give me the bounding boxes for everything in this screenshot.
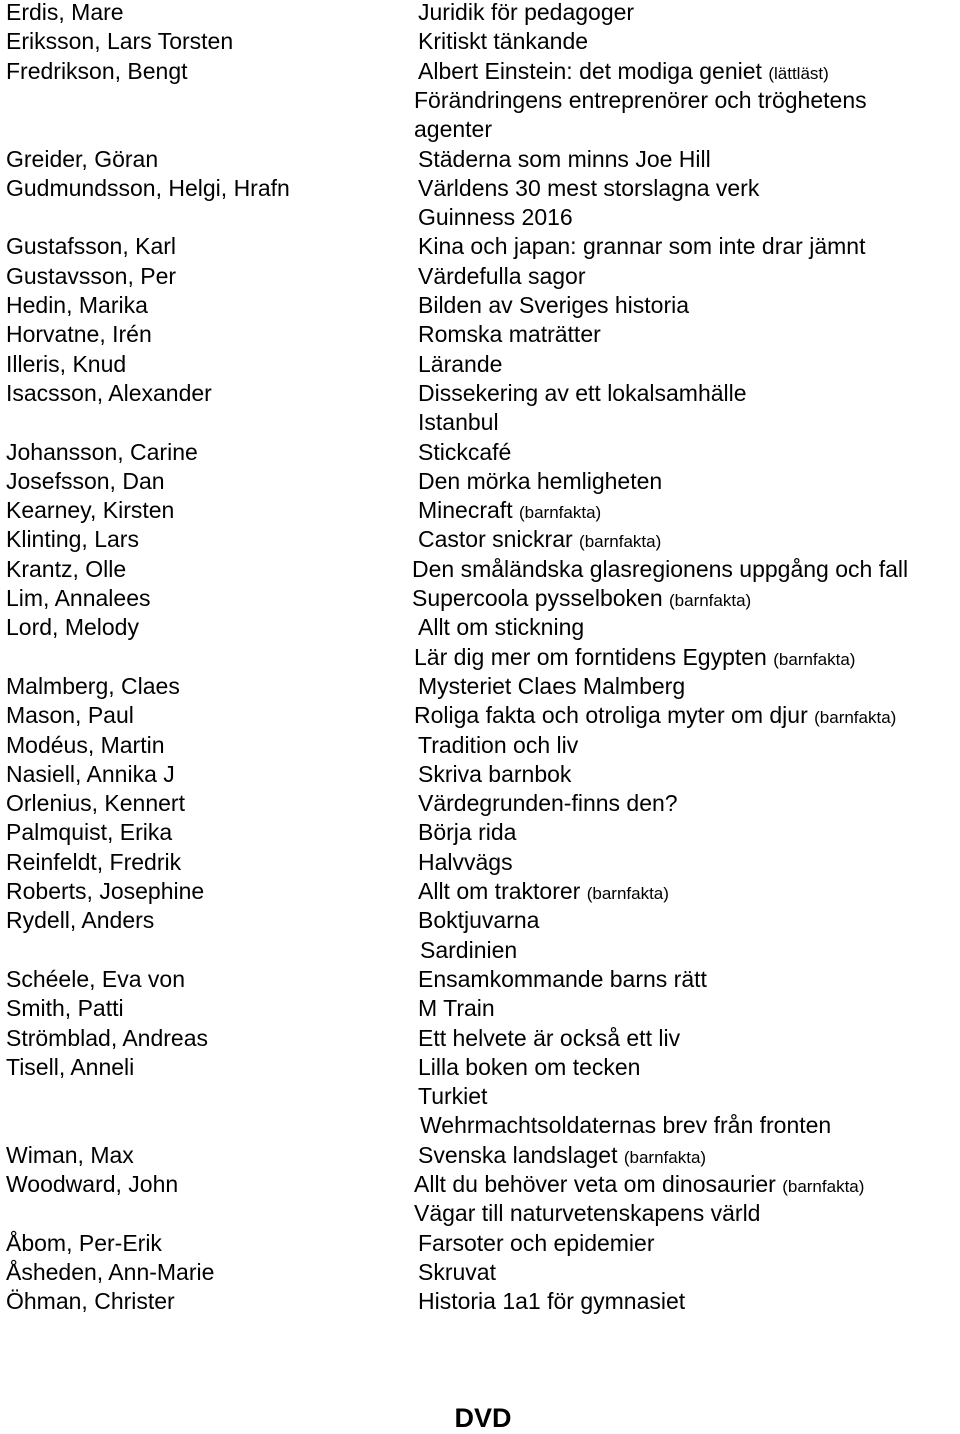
book-title: Skriva barnbok xyxy=(418,760,572,787)
list-item xyxy=(0,672,960,701)
list-item xyxy=(0,906,960,935)
book-title: agenter xyxy=(414,116,493,143)
author-name: Orlenius, Kennert xyxy=(6,790,185,817)
book-title: Istanbul xyxy=(418,409,499,436)
list-item xyxy=(0,291,960,320)
list-item xyxy=(0,1111,960,1140)
book-title-cell xyxy=(418,27,588,56)
book-title-cell xyxy=(418,438,511,467)
book-title-cell xyxy=(418,525,661,556)
list-item xyxy=(0,1053,960,1082)
book-title-cell xyxy=(418,1053,640,1082)
book-title: Wehrmachtsoldaternas brev från fronten xyxy=(420,1112,832,1139)
book-title-cell xyxy=(418,789,678,818)
list-item xyxy=(0,818,960,847)
book-title: Allt om traktorer xyxy=(418,878,581,904)
book-title-cell xyxy=(418,1024,680,1053)
book-title-cell xyxy=(418,731,578,760)
book-title: Kina och japan: grannar som inte drar jämnt xyxy=(418,233,866,260)
author-name: Mason, Paul xyxy=(6,702,134,729)
author-name: Smith, Patti xyxy=(6,995,124,1022)
book-title-cell xyxy=(418,1287,685,1316)
author-name: Nasiell, Annika J xyxy=(6,760,175,787)
book-title: Stickcafé xyxy=(418,438,512,465)
book-note: (barnfakta) xyxy=(518,503,602,523)
book-title: Lärande xyxy=(418,350,503,377)
list-item xyxy=(0,203,960,232)
book-title-cell xyxy=(418,262,586,291)
book-note: (barnfakta) xyxy=(586,884,669,903)
book-title-cell xyxy=(414,115,492,144)
list-item xyxy=(0,613,960,642)
book-note: (barnfakta) xyxy=(814,708,897,728)
author-name: Josefsson, Dan xyxy=(6,467,165,494)
book-title-cell xyxy=(414,86,867,115)
author-name: Schéele, Eva von xyxy=(6,965,186,992)
book-title: Den småländska glasregionens uppgång och fall xyxy=(412,555,909,582)
book-title: Lilla boken om tecken xyxy=(418,1053,641,1080)
book-title-cell xyxy=(420,936,517,965)
list-item xyxy=(0,438,960,467)
author-name: Öhman, Christer xyxy=(6,1288,175,1315)
list-item xyxy=(0,936,960,965)
author-name: Roberts, Josephine xyxy=(6,878,205,904)
list-item xyxy=(0,262,960,291)
book-title: Kritiskt tänkande xyxy=(418,28,589,55)
list-item xyxy=(0,408,960,437)
book-title: Minecraft xyxy=(418,497,513,524)
book-note: (barnfakta) xyxy=(579,532,662,552)
book-title-cell xyxy=(418,232,865,261)
book-title-cell xyxy=(418,57,829,88)
book-title-cell xyxy=(418,760,571,789)
book-title-cell xyxy=(418,672,685,701)
book-title: Svenska landslaget xyxy=(418,1141,618,1168)
book-title-cell xyxy=(418,877,669,908)
book-title-cell xyxy=(418,1082,487,1111)
list-item xyxy=(0,760,960,789)
book-title: Boktjuvarna xyxy=(418,907,540,934)
book-title-cell xyxy=(412,584,751,615)
book-title: Skruvat xyxy=(418,1258,496,1285)
section-heading-text: DVD xyxy=(454,1403,512,1433)
list-item xyxy=(0,350,960,379)
book-title-cell xyxy=(418,379,747,408)
book-title-cell xyxy=(418,408,499,437)
author-name: Tisell, Anneli xyxy=(6,1053,135,1080)
author-name: Gustafsson, Karl xyxy=(6,233,177,260)
book-title-cell xyxy=(418,350,502,379)
book-title: Farsoter och epidemier xyxy=(418,1229,655,1256)
book-title-cell xyxy=(420,1111,831,1140)
book-note: (barnfakta) xyxy=(669,591,752,610)
book-title-cell xyxy=(418,203,573,232)
book-title: M Train xyxy=(418,995,495,1022)
list-item xyxy=(0,555,960,584)
book-title-cell xyxy=(418,906,539,935)
book-title-cell xyxy=(418,848,513,877)
book-title: Ett helvete är också ett liv xyxy=(418,1024,681,1051)
book-title-cell xyxy=(418,291,689,320)
list-item xyxy=(0,0,960,27)
list-item xyxy=(0,701,960,730)
book-title-cell xyxy=(418,0,634,27)
book-title: Sardinien xyxy=(420,936,518,963)
book-title: Guinness 2016 xyxy=(418,204,573,231)
book-title: Historia 1a1 för gymnasiet xyxy=(418,1288,686,1315)
book-title-cell xyxy=(414,701,896,732)
author-name: Erdis, Mare xyxy=(6,0,124,25)
list-item xyxy=(0,1024,960,1053)
list-item xyxy=(0,877,960,906)
author-name: Eriksson, Lars Torsten xyxy=(6,28,234,55)
author-name: Lim, Annalees xyxy=(6,585,151,611)
book-title-cell xyxy=(418,496,601,527)
list-item xyxy=(0,1287,960,1316)
list-item xyxy=(0,848,960,877)
book-title: Vägar till naturvetenskapens värld xyxy=(414,1200,761,1227)
book-title: Allt om stickning xyxy=(418,614,585,641)
book-title: Förändringens entreprenörer och tröghetens xyxy=(414,86,867,113)
list-item xyxy=(0,1141,960,1170)
author-name: Reinfeldt, Fredrik xyxy=(6,848,182,875)
author-name: Åbom, Per-Erik xyxy=(6,1229,162,1256)
author-name: Hedin, Marika xyxy=(6,292,148,318)
book-title-cell xyxy=(418,1141,706,1172)
book-title: Börja rida xyxy=(418,819,517,846)
list-item xyxy=(0,174,960,203)
list-item xyxy=(0,27,960,56)
list-item xyxy=(0,57,960,86)
list-item xyxy=(0,1229,960,1258)
list-item xyxy=(0,525,960,554)
list-item xyxy=(0,379,960,408)
list-item xyxy=(0,994,960,1023)
book-title-cell xyxy=(418,145,711,174)
book-title: Tradition och liv xyxy=(418,731,579,758)
author-name: Gudmundsson, Helgi, Hrafn xyxy=(6,174,290,201)
list-item xyxy=(0,584,960,613)
author-name: Fredrikson, Bengt xyxy=(6,57,188,84)
book-title-cell xyxy=(418,613,584,642)
list-item xyxy=(0,467,960,496)
author-name: Palmquist, Erika xyxy=(6,819,173,846)
book-title: Städerna som minns Joe Hill xyxy=(418,145,711,172)
list-item xyxy=(0,320,960,349)
list-item xyxy=(0,496,960,525)
author-name: Malmberg, Claes xyxy=(6,672,180,699)
author-name: Gustavsson, Per xyxy=(6,262,177,289)
author-name: Woodward, John xyxy=(6,1171,179,1197)
book-title-cell xyxy=(414,1199,760,1228)
book-note: (barnfakta) xyxy=(782,1177,865,1196)
book-title: Värdefulla sagor xyxy=(418,262,586,289)
book-title: Bilden av Sveriges historia xyxy=(418,292,690,318)
list-item xyxy=(0,1170,960,1199)
book-title: Värdegrunden-finns den? xyxy=(418,790,678,817)
list-item xyxy=(0,1199,960,1228)
book-title: Halvvägs xyxy=(418,848,513,875)
list-item xyxy=(0,115,960,144)
book-title-cell xyxy=(418,1229,655,1258)
author-name: Klinting, Lars xyxy=(6,526,139,553)
book-title: Dissekering av ett lokalsamhälle xyxy=(418,379,747,406)
author-name: Illeris, Knud xyxy=(6,350,127,377)
list-item xyxy=(0,145,960,174)
book-note: (barnfakta) xyxy=(623,1147,707,1167)
book-title-cell xyxy=(412,555,908,584)
book-title-cell xyxy=(418,994,495,1023)
book-title-cell xyxy=(414,643,855,674)
book-title-cell xyxy=(418,467,662,496)
book-title: Castor snickrar xyxy=(418,526,573,553)
book-title: Juridik för pedagoger xyxy=(418,0,635,25)
author-name: Wiman, Max xyxy=(6,1141,134,1168)
list-item xyxy=(0,643,960,672)
book-title: Roliga fakta och otroliga myter om djur xyxy=(414,702,808,729)
book-note: (barnfakta) xyxy=(773,649,856,669)
author-name: Rydell, Anders xyxy=(6,907,155,934)
book-title: Lär dig mer om forntidens Egypten xyxy=(414,643,767,670)
author-name: Strömblad, Andreas xyxy=(6,1024,209,1051)
book-title: Supercoola pysselboken xyxy=(412,585,663,611)
book-title-cell xyxy=(418,965,707,994)
list-item xyxy=(0,731,960,760)
list-item xyxy=(0,965,960,994)
book-title-cell xyxy=(418,320,601,349)
book-title-cell xyxy=(414,1170,864,1201)
book-title: Albert Einstein: det modiga geniet xyxy=(418,57,762,84)
author-name: Lord, Melody xyxy=(6,614,139,641)
author-name: Modéus, Martin xyxy=(6,731,165,758)
book-title-cell xyxy=(418,818,516,847)
list-item xyxy=(0,86,960,115)
book-title: Allt du behöver veta om dinosaurier xyxy=(414,1171,776,1197)
list-item xyxy=(0,1082,960,1111)
book-title: Ensamkommande barns rätt xyxy=(418,965,707,992)
book-note: (lättläst) xyxy=(768,63,829,83)
book-title: Mysteriet Claes Malmberg xyxy=(418,672,686,699)
book-title: Den mörka hemligheten xyxy=(418,467,663,494)
book-title-cell xyxy=(418,1258,496,1287)
author-name: Krantz, Olle xyxy=(6,555,127,582)
author-name: Isacsson, Alexander xyxy=(6,379,212,406)
book-title: Världens 30 mest storslagna verk xyxy=(418,174,760,201)
author-name: Åsheden, Ann-Marie xyxy=(6,1258,215,1285)
list-item xyxy=(0,1258,960,1287)
author-name: Horvatne, Irén xyxy=(6,321,152,348)
list-item xyxy=(0,789,960,818)
author-name: Kearney, Kirsten xyxy=(6,497,175,524)
list-item xyxy=(0,232,960,261)
book-title: Turkiet xyxy=(418,1083,488,1110)
author-name: Greider, Göran xyxy=(6,145,159,172)
section-heading xyxy=(0,1402,960,1434)
book-title: Romska maträtter xyxy=(418,321,601,348)
author-name: Johansson, Carine xyxy=(6,438,198,465)
book-title-cell xyxy=(418,174,759,203)
